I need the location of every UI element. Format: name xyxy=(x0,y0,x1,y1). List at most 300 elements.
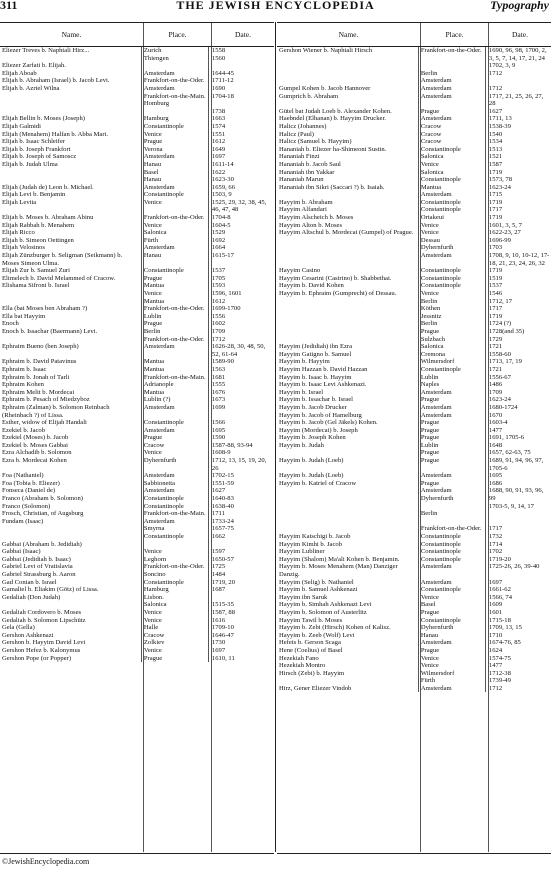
place-cell: Zolkiev xyxy=(142,639,209,647)
page-number: 311 xyxy=(0,0,18,12)
name-cell: Hayyim b. Judah (Loeb) xyxy=(277,457,419,472)
table-row xyxy=(0,229,274,237)
place-cell: Wilmersdorf Fürth xyxy=(419,670,486,685)
place-cell: Amsterdam xyxy=(142,184,209,192)
table-row xyxy=(277,85,551,93)
right-table-body xyxy=(277,47,551,852)
date-cell: 1676 xyxy=(211,388,226,396)
place-cell: Amsterdam xyxy=(419,115,486,123)
name-cell: Hayyim b. Isaac Levi Ashkenazi. xyxy=(277,381,419,389)
section-title: Typography xyxy=(490,0,549,12)
table-row xyxy=(277,358,551,366)
name-cell: Hayyim (Jedidiah) ibn Ezra xyxy=(277,343,419,351)
date-cell: 1712 xyxy=(488,684,503,692)
name-cell: Hezekiah Montro xyxy=(277,662,419,670)
date-cell: 1705 xyxy=(211,274,226,282)
name-cell: Hayyim b. Solomon of Austerlitz xyxy=(277,609,419,617)
table-row xyxy=(277,366,551,374)
table-row xyxy=(277,541,551,549)
table-row xyxy=(277,617,551,625)
date-cell: 1717 xyxy=(488,206,503,214)
date-cell: 1615-17 xyxy=(211,252,234,260)
place-cell: Lisbon. Salonica xyxy=(142,594,209,609)
name-cell: Hayyim Alfandari xyxy=(277,206,419,214)
place-cell: Venice xyxy=(142,199,209,214)
date-cell: 1714 xyxy=(488,540,503,548)
date-cell: 1638-40 xyxy=(211,502,234,510)
table-row xyxy=(0,85,274,115)
place-cell: Constantinople xyxy=(419,586,486,594)
name-cell: Gershon Hefez b. Kalonymus xyxy=(0,647,142,655)
table-row xyxy=(0,503,274,511)
place-cell: Amsterdam xyxy=(419,472,486,480)
place-cell: Prague Amsterdam Dyhernfurth xyxy=(419,480,486,510)
table-row xyxy=(277,176,551,184)
name-cell: Gabbai (Jedidiah b. Isaac) xyxy=(0,556,142,564)
left-table-header xyxy=(0,23,274,47)
table-row xyxy=(277,556,551,564)
table-row xyxy=(277,206,551,214)
place-cell: Prague xyxy=(419,647,486,655)
name-cell: Gershon Ashkenazi xyxy=(0,632,142,640)
date-cell: 1695 xyxy=(488,472,503,480)
date-cell: 1587 xyxy=(488,160,503,168)
name-cell: Ezra Alchadib b. Solomon xyxy=(0,449,142,457)
table-row xyxy=(0,62,274,70)
left-table-body xyxy=(0,47,274,852)
date-cell: 1555 xyxy=(211,381,226,389)
date-cell: 1525, 29, 32, 38, 45, 46, 47, 48 xyxy=(211,198,267,214)
table-row xyxy=(277,586,551,594)
table-row xyxy=(277,427,551,435)
date-cell: 1604-5 xyxy=(211,221,231,229)
table-row xyxy=(277,214,551,222)
table-row xyxy=(277,548,551,556)
place-cell: Amsterdam Frankfort-on-the-Main. Homburg xyxy=(142,85,209,115)
place-cell: Venice xyxy=(419,662,486,670)
name-cell: Foa (Tobia b. Eliezer) xyxy=(0,480,142,488)
name-cell: Hayyim b. David Kohen xyxy=(277,282,419,290)
table-row xyxy=(277,199,551,207)
table-row xyxy=(0,115,274,123)
date-cell: 1611-14 1622 1623-30 xyxy=(211,160,234,184)
date-cell: 1477 xyxy=(488,662,503,670)
date-cell: 1558-60 xyxy=(488,350,511,358)
date-cell: 1719 xyxy=(488,267,503,275)
place-cell: Lublin Prague xyxy=(419,442,486,457)
date-cell: 1687 xyxy=(211,586,226,594)
table-row xyxy=(0,624,274,632)
table-row xyxy=(0,161,274,184)
table-row xyxy=(0,518,274,541)
name-cell: Gedaliah Cordovero b. Moses xyxy=(0,609,142,617)
name-cell: Elijah b. Isaac Schleifer xyxy=(0,138,142,146)
name-cell: Ephraim Bueno (ben Joseph) xyxy=(0,343,142,358)
place-cell: Constantinople xyxy=(419,282,486,290)
column-divider xyxy=(275,22,276,852)
table-row xyxy=(0,586,274,594)
table-row xyxy=(277,480,551,510)
date-cell: 1534 xyxy=(488,138,503,146)
name-cell: Elimelech b. David Melammed of Cracow. xyxy=(0,275,142,283)
name-cell: Gumprich b. Abraham xyxy=(277,93,419,108)
place-cell: Salonica xyxy=(419,343,486,351)
name-cell: Elijah (Judah de) Leon b. Michael. xyxy=(0,184,142,192)
date-cell: 1519 xyxy=(488,274,503,282)
date-cell: 1709 1712 xyxy=(211,327,226,343)
place-cell: Mantua xyxy=(142,389,209,397)
table-row xyxy=(277,579,551,587)
name-cell: Hayyim b. Simhah Ashkenazi Levi xyxy=(277,601,419,609)
name-cell: Gabriel Strassburg b. Aaron xyxy=(0,571,142,579)
date-cell: 1659, 66 xyxy=(211,183,235,191)
name-cell: Halicz (Samuel b. Hayyim) xyxy=(277,138,419,146)
date-cell: 1597 xyxy=(211,548,226,556)
name-cell: Enoch xyxy=(0,320,142,328)
name-cell: Hayyim Lubliner xyxy=(277,548,419,556)
table-row xyxy=(0,571,274,579)
date-cell: 1521 xyxy=(488,153,503,161)
table-row xyxy=(0,434,274,442)
name-cell: Hayyim b. Moses Menahem (Man) Danziger Danzig. xyxy=(277,563,419,578)
name-cell: Elijah b. Joseph of Samoscz xyxy=(0,153,142,161)
place-cell: Amsterdam xyxy=(142,404,209,419)
table-row xyxy=(277,275,551,283)
table-row xyxy=(0,487,274,495)
table-row xyxy=(0,146,274,154)
place-cell: Prague xyxy=(142,434,209,442)
date-cell: 1670 xyxy=(488,411,503,419)
table-row xyxy=(277,670,551,685)
name-cell: Hayyim b. Abraham xyxy=(277,199,419,207)
place-cell: Prague xyxy=(142,275,209,283)
table-row xyxy=(0,655,274,663)
date-cell: 1702-15 xyxy=(211,472,234,480)
date-cell: 1649 xyxy=(211,145,226,153)
place-cell: Amsterdam xyxy=(419,412,486,420)
name-cell: Hananiah b. Eliezer ha-Shimeoni Sustin. xyxy=(277,146,419,154)
date-cell: 1593 1596, 1601 1612 xyxy=(211,282,242,305)
date-cell: 1699-1700 xyxy=(211,305,241,313)
name-cell: Frosch, Christian, of Augsburg xyxy=(0,510,142,518)
table-row xyxy=(0,647,274,655)
date-cell: 1484 xyxy=(211,570,226,578)
date-cell: 1697 xyxy=(488,578,503,586)
date-cell: 1612 xyxy=(211,138,226,146)
table-row xyxy=(0,449,274,457)
name-cell: Gedaliah b. Solomon Lipschütz xyxy=(0,617,142,625)
right-table xyxy=(277,22,551,854)
date-cell: 1574-75 xyxy=(488,654,511,662)
table-row xyxy=(0,472,274,480)
name-cell: Elishama Sifroni b. Israel xyxy=(0,282,142,305)
place-cell: Constantinople xyxy=(419,541,486,549)
name-cell: Hayyim b. Ephraim (Gumprecht) of Dessau. xyxy=(277,290,419,343)
date-cell: 1587, 88 xyxy=(211,608,235,616)
table-row xyxy=(277,108,551,116)
place-cell: Ortakeui xyxy=(419,214,486,222)
place-cell: Wilmersdorf xyxy=(419,358,486,366)
table-row xyxy=(277,351,551,359)
name-cell: Hayyim Hazzan b. David Hazzan xyxy=(277,366,419,374)
table-row xyxy=(0,313,274,321)
date-cell: 1732 xyxy=(488,533,503,540)
name-cell: Ephraim b. David Patavinus xyxy=(0,358,142,366)
place-cell: Frankfort-on-the-Main. xyxy=(142,510,209,518)
table-row xyxy=(277,609,551,617)
date-cell: 1538-39 xyxy=(488,122,511,130)
name-cell: Gad Conian b. Israel xyxy=(0,579,142,587)
place-cell: Prague xyxy=(419,108,486,116)
table-row xyxy=(277,229,551,267)
place-cell: Frankfort-on-the-Oder. Berlin Amsterdam xyxy=(419,47,486,85)
table-row xyxy=(0,47,274,62)
place-cell: Frankfort-on-the-Oder. xyxy=(142,214,209,222)
name-cell: Eliezer Treves b. Naphtali Hirz... xyxy=(0,47,142,62)
place-cell: Cracow xyxy=(142,442,209,450)
date-cell: 1556-67 xyxy=(488,373,511,381)
place-cell: Naples xyxy=(419,381,486,389)
name-cell: Ephraim Kohen xyxy=(0,381,142,389)
place-cell: Amsterdam xyxy=(142,153,209,161)
name-cell: Gabbai (Isaac) xyxy=(0,548,142,556)
date-cell: 1646-47 xyxy=(211,631,234,639)
table-row xyxy=(0,632,274,640)
date-cell: 1690 1704-18 1738 xyxy=(211,84,234,115)
name-cell: Elijah Levita xyxy=(0,199,142,214)
name-cell: Hayyim (Shalom) Ma'ali Kohen b. Benjamin. xyxy=(277,556,419,564)
place-cell: Frankfort-on-the-Oder. xyxy=(142,563,209,571)
name-cell: Hirsch (Zebi) b. Hayyim xyxy=(277,670,419,685)
name-cell: Fonseca (Daniel de) xyxy=(0,487,142,495)
date-cell: 1589-90 xyxy=(211,358,234,366)
place-cell: Constantinople xyxy=(419,366,486,374)
table-row xyxy=(0,541,274,549)
date-cell xyxy=(209,62,274,70)
place-cell: Constantinople xyxy=(419,176,486,184)
date-cell: 1690, 96, 98, 1700, 2, 3, 5, 7, 14, 17, 21, 24 1702, 3, 9 1712 xyxy=(488,47,547,77)
place-cell: Hamburg xyxy=(142,115,209,123)
name-cell: Fundam (Isaac) xyxy=(0,518,142,541)
place-cell: Mantua xyxy=(142,358,209,366)
table-row xyxy=(0,222,274,230)
table-row xyxy=(0,594,274,609)
right-table-header xyxy=(277,23,551,47)
name-cell: Franco (Solomon) xyxy=(0,503,142,511)
name-cell: Ella bat Hayyim xyxy=(0,313,142,321)
table-row xyxy=(277,639,551,647)
date-cell: 1721 xyxy=(488,343,503,351)
date-cell: 1529 xyxy=(211,229,226,237)
name-cell: Hayyim (Selig) b. Nathaniel xyxy=(277,579,419,587)
place-cell: Prague xyxy=(142,138,209,146)
date-cell: 1627 xyxy=(488,107,503,115)
place-cell: Constantinople xyxy=(142,267,209,275)
name-cell: Elijah b. Joseph Frankfort xyxy=(0,146,142,154)
date-cell: 1601, 3, 5, 7 xyxy=(488,221,522,229)
table-row xyxy=(277,184,551,199)
table-row xyxy=(277,404,551,412)
place-cell: Hanau xyxy=(419,632,486,640)
table-row xyxy=(0,563,274,571)
name-cell: Halicz (Paul) xyxy=(277,131,419,139)
place-cell: Constantinople xyxy=(419,206,486,214)
name-cell: Hayyim b. Joseph Kohen xyxy=(277,434,419,442)
place-cell: Frankfort-on-the-Oder. xyxy=(142,305,209,313)
date-cell: 1515-35 xyxy=(211,601,234,609)
place-cell: Amsterdam xyxy=(419,93,486,108)
name-cell: Gamaliel b. Eliakim (Götz) of Lissa. xyxy=(0,586,142,594)
place-cell xyxy=(142,62,209,70)
name-cell: Elijah Velosinos xyxy=(0,244,142,252)
table-row xyxy=(0,70,274,78)
name-cell: Elijah Zünzburger b. Seligman (Seikmann) b. Moses Simeon Ulma. xyxy=(0,252,142,267)
date-cell: 1712, 13, 15, 19, 20, 26 xyxy=(211,457,267,472)
name-cell: Hayyim b. Issachar b. Israel xyxy=(277,396,419,404)
date-cell: 1622-23, 27 1696-99 1703 1708, 9, 10, 10-12, 17-18, 21, 23, 24, 26, 32 xyxy=(488,229,550,267)
date-cell: 1624 xyxy=(488,646,503,654)
table-row xyxy=(277,419,551,427)
name-cell: Gershon Wiener b. Naphtali Hirsch xyxy=(277,47,419,85)
name-cell: Hayyim Alton b. Moses xyxy=(277,222,419,230)
place-cell: Constantinople xyxy=(419,617,486,625)
place-cell: Prague xyxy=(142,655,209,663)
name-cell: Ezekiel b. Moses Gabbai xyxy=(0,442,142,450)
place-cell: Salonica xyxy=(419,153,486,161)
place-cell: Hanau Basel Hanau xyxy=(142,161,209,184)
table-row xyxy=(277,153,551,161)
name-cell: Ezekiel (Moses) b. Jacob xyxy=(0,434,142,442)
date-cell: 1710 xyxy=(488,631,503,639)
column-header-date: Date. xyxy=(234,30,252,39)
name-cell: Hayyim b. Isaac b. Hayyim xyxy=(277,374,419,382)
place-cell: Prague xyxy=(142,320,209,328)
table-row xyxy=(277,267,551,275)
place-cell: Venice Berlin Köthen Jessnitz Berlin Prague Sulzbach xyxy=(419,290,486,343)
name-cell: Ephraim Melit b. Mordecai xyxy=(0,389,142,397)
name-cell: Ephraim (Zalman) b. Solomon Reinbach (Rheinbach ?) of Lissa. xyxy=(0,404,142,419)
place-cell: Venice xyxy=(142,222,209,230)
table-row xyxy=(0,214,274,222)
column-header-name: Name. xyxy=(277,23,421,46)
place-cell: Amsterdam xyxy=(419,563,486,578)
name-cell: Hayyim b. Jacob Drucker xyxy=(277,404,419,412)
date-cell: 1486 xyxy=(488,381,503,389)
name-cell: Hezekiah Fano xyxy=(277,655,419,663)
place-cell xyxy=(142,541,209,549)
place-cell: Mantua xyxy=(142,366,209,374)
table-row xyxy=(277,533,551,541)
name-cell: Hirz, Gener Eliezer Vindob xyxy=(277,685,419,693)
place-cell: Frankfort-on-the-Main. xyxy=(142,374,209,382)
date-cell: 1644-45 xyxy=(211,69,234,77)
name-cell: Ella (bat Moses ben Abraham ?) xyxy=(0,305,142,313)
date-cell: 1715-18 xyxy=(488,616,511,624)
name-cell xyxy=(277,510,419,533)
place-cell: Venice xyxy=(142,617,209,625)
date-cell: 1719 xyxy=(488,198,503,206)
place-cell: Prague xyxy=(419,434,486,442)
table-row xyxy=(0,252,274,267)
table-row xyxy=(0,123,274,131)
table-row xyxy=(0,77,274,85)
place-cell: Venice xyxy=(142,609,209,617)
place-cell: Mantua Venice Mantua xyxy=(142,282,209,305)
date-cell: 1608-9 xyxy=(211,449,231,457)
table-row xyxy=(277,282,551,290)
date-cell: 1664 xyxy=(211,244,226,252)
place-cell: Dyhernfurth xyxy=(142,457,209,472)
table-row xyxy=(0,320,274,328)
date-cell: 1477 xyxy=(488,426,503,434)
place-cell: Cracow xyxy=(419,138,486,146)
date-cell: 1709-10 xyxy=(211,624,234,632)
date-cell: 1661-62 xyxy=(488,586,511,594)
column-header-name: Name. xyxy=(0,23,144,46)
table-row xyxy=(277,472,551,480)
table-row xyxy=(277,389,551,397)
table-row xyxy=(277,47,551,85)
name-cell: Halicz (Johannes) xyxy=(277,123,419,131)
name-cell: Eliezer Zarfati b. Elijah. xyxy=(0,62,142,70)
name-cell: Hayyim ibn Saruk xyxy=(277,594,419,602)
column-header-place: Place. xyxy=(144,23,212,46)
name-cell: Hayyim Casino xyxy=(277,267,419,275)
date-cell: 1691, 1705-6 xyxy=(488,434,525,442)
table-row xyxy=(0,609,274,617)
name-cell: Hananiah Finzi xyxy=(277,153,419,161)
place-cell: Venice Dessau Dyhernfurth Amsterdam xyxy=(419,229,486,267)
table-row xyxy=(0,510,274,518)
date-cell: 1709, 13, 15 xyxy=(488,624,522,632)
place-cell: Constantinople xyxy=(142,419,209,427)
name-cell: Esther, widow of Elijah Handali xyxy=(0,419,142,427)
table-row xyxy=(0,328,274,343)
table-row xyxy=(277,685,551,693)
place-cell: Amsterdam xyxy=(419,639,486,647)
name-cell: Hayyim b. Judah xyxy=(277,442,419,457)
date-cell: 1699 xyxy=(211,403,226,411)
table-row xyxy=(0,237,274,245)
place-cell: Constantinople xyxy=(419,533,486,541)
table-row xyxy=(0,427,274,435)
name-cell: Gershon Pope (or Popper) xyxy=(0,655,142,663)
place-cell: Fürth xyxy=(142,237,209,245)
date-cell: 1574 xyxy=(211,122,226,130)
left-table xyxy=(0,22,274,854)
name-cell: Hayyim Kimhi b. Jacob xyxy=(277,541,419,549)
name-cell: Hayyim b. Hayyim xyxy=(277,358,419,366)
table-row xyxy=(0,343,274,358)
table-row xyxy=(0,381,274,389)
table-row xyxy=(277,510,551,533)
date-cell: 1697 xyxy=(211,153,226,161)
column-header-date: Date. xyxy=(511,30,529,39)
place-cell: Cracow xyxy=(142,632,209,640)
date-cell: 1725 xyxy=(211,563,226,571)
table-row xyxy=(277,412,551,420)
name-cell: Hananiah ibn Sikri (Saccari ?) b. Isaiah. xyxy=(277,184,419,199)
place-cell: Venice xyxy=(142,647,209,655)
place-cell: Prague xyxy=(419,419,486,427)
place-cell: Constantinople xyxy=(419,146,486,154)
date-cell: 1610, 11 xyxy=(211,654,235,662)
place-cell: Prague xyxy=(419,609,486,617)
column-header-place: Place. xyxy=(421,23,489,46)
date-cell: 1712 xyxy=(488,84,503,92)
table-row xyxy=(0,131,274,139)
table-row xyxy=(0,579,274,587)
